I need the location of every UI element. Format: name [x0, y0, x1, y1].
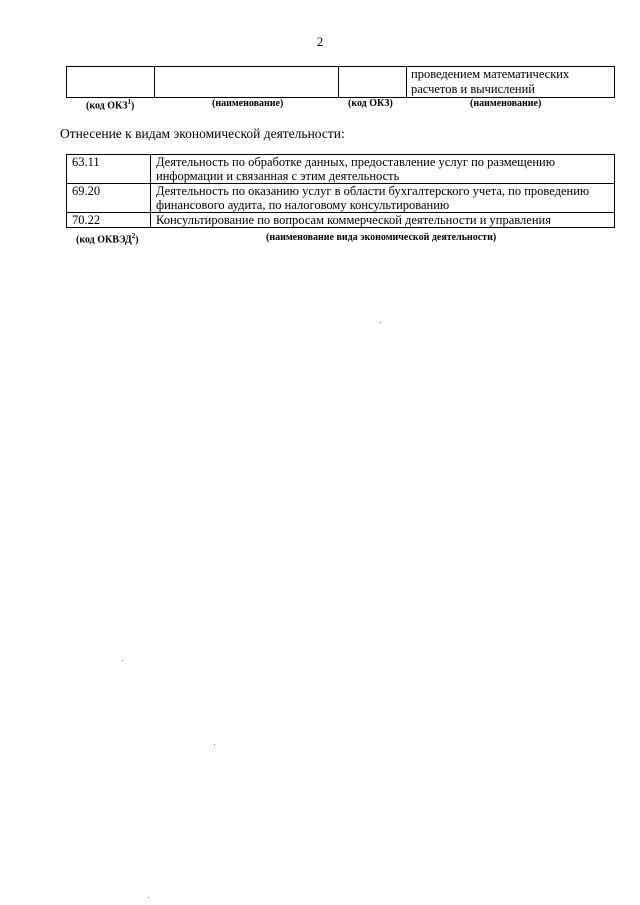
scan-speck	[214, 744, 215, 745]
occupation-name-cell-2	[407, 67, 615, 98]
occupations-table-captions	[66, 98, 614, 110]
occupation-name-caption-1: (наименование)	[212, 98, 284, 109]
okved-code-caption: (код ОКВЭД$^2$)	[76, 232, 139, 246]
occupation-name-caption-2: (наименование)	[470, 98, 542, 109]
okz-code-caption-2: (код ОКЗ)	[348, 98, 393, 109]
activity-name-cell	[151, 184, 615, 213]
activity-name-caption: (наименование вида экономической деятельности)	[266, 232, 497, 243]
occupation-name-line-2: расчетов и вычислений	[411, 82, 535, 96]
activity-code-cell: 63.11	[67, 155, 151, 184]
table-row	[67, 184, 615, 213]
activity-name-line-1: Деятельность по обработке данных, предоставление услуг по размещению	[156, 155, 556, 169]
page-number: 2	[316, 34, 324, 49]
occupations-table	[66, 66, 615, 98]
activities-table	[66, 154, 615, 228]
okz-code-cell-2	[339, 67, 407, 98]
occupation-name-cell-1	[155, 67, 339, 98]
activity-code-cell: 69.20	[67, 184, 151, 213]
activity-name-line-1: Консультирование по вопросам коммерческой деятельности и управления	[156, 213, 551, 227]
activity-name-cell	[151, 155, 615, 184]
table-row	[67, 155, 615, 184]
activity-name-line-2: информации и связанная с этим деятельность	[156, 169, 400, 183]
okz-code-caption-1: (код ОКЗ$^1$)	[86, 98, 135, 112]
activity-name-cell	[151, 213, 615, 228]
scan-speck	[122, 660, 123, 661]
scan-speck	[380, 322, 381, 323]
table-row	[67, 213, 615, 228]
activities-table-captions	[66, 232, 614, 244]
activity-code-cell: 70.22	[67, 213, 151, 228]
activity-name-line-1: Деятельность по оказанию услуг в области бухгалтерского учета, по проведению	[156, 184, 590, 198]
occupation-name-line-1: проведением математических	[411, 67, 570, 81]
activity-name-line-2: финансового аудита, по налоговому консультированию	[156, 198, 450, 212]
table-row	[67, 67, 615, 98]
activities-heading: Отнесение к видам экономической деятельности:	[60, 126, 345, 141]
okz-code-cell-1	[67, 67, 155, 98]
scan-speck	[148, 897, 149, 898]
